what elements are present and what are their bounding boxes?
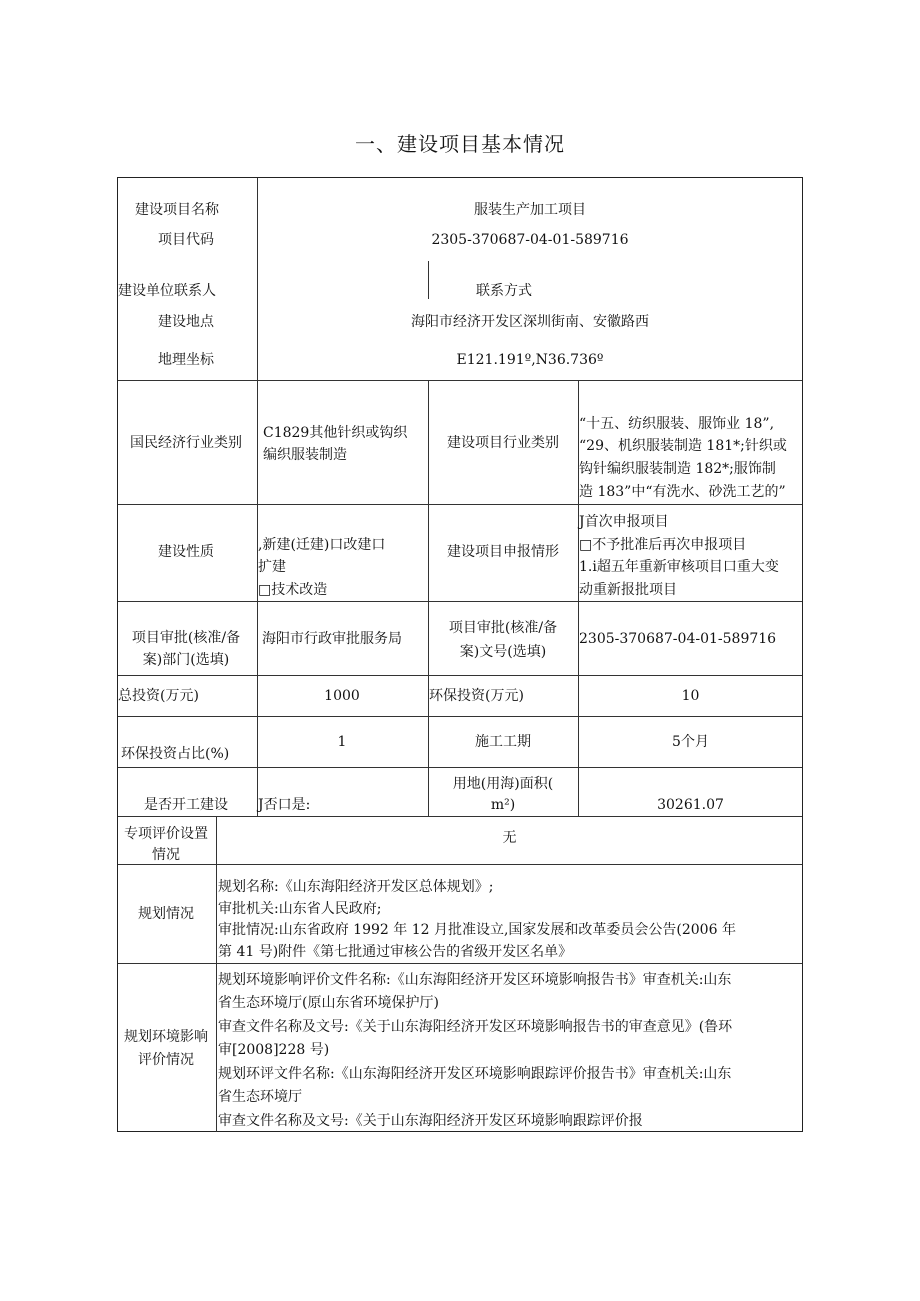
industry-value-line: 编织服装制造 (263, 447, 347, 463)
planning-line: 规划名称:《山东海阳经济开发区总体规划》; (218, 879, 494, 895)
approval-doc-label-line: 项目审批(核准/备 (448, 620, 558, 636)
row-divider (118, 380, 802, 381)
investment-value: 1000 (324, 688, 360, 704)
row-divider (118, 963, 802, 964)
apply-line: 1.i超五年重新审核项目口重大变 (579, 559, 779, 575)
apply-line: 动重新报批项目 (579, 582, 677, 598)
special-eval-label-line: 专项评价设置 (124, 826, 208, 842)
planning-eia-line: 省生态环境厅(原山东省环境保护厅) (218, 995, 439, 1011)
planning-eia-label-line: 评价情况 (138, 1052, 194, 1068)
project-name-label: 建设项目名称 (135, 202, 219, 218)
row-divider (118, 767, 802, 768)
planning-line: 审批机关:山东省人民政府; (218, 901, 382, 917)
approval-doc-label-line: 案)文号(选填) (459, 644, 547, 660)
ratio-value: 1 (337, 734, 347, 750)
started-value: J否口是: (258, 797, 311, 813)
planning-eia-line: 审查文件名称及文号:《关于山东海阳经济开发区环境影响报告书的审查意见》(鲁环 (218, 1019, 733, 1035)
apply-line: J首次申报项目 (579, 514, 669, 530)
col-divider (428, 261, 429, 299)
project-name-value: 服装生产加工项目 (474, 202, 586, 218)
col-divider (257, 178, 258, 816)
period-label: 施工工期 (475, 734, 531, 750)
planning-eia-line: 审查文件名称及文号:《关于山东海阳经济开发区环境影响跟踪评价报 (218, 1113, 643, 1129)
env-investment-value: 10 (681, 688, 700, 704)
planning-eia-line: 省生态环境厅 (218, 1089, 302, 1105)
nature-value-line: 扩建 (258, 559, 286, 575)
nature-label: 建设性质 (158, 544, 214, 560)
nature-value-line: ,新建(迁建)口改建口 (258, 537, 386, 553)
planning-eia-label-line: 规划环境影响 (124, 1029, 208, 1045)
location-value: 海阳市经济开发区深圳街南、安徽路西 (411, 314, 649, 330)
approval-dept-label-line: 项目审批(核准/备 (131, 630, 241, 646)
env-investment-label: 环保投资(万元) (429, 688, 524, 704)
planning-eia-line: 规划环境影响评价文件名称:《山东海阳经济开发区环境影响报告书》审查机关:山东 (218, 972, 732, 988)
started-label: 是否开工建设 (144, 797, 228, 813)
period-value: 5个月 (672, 734, 709, 750)
row-divider (118, 504, 802, 505)
coordinates-label: 地理坐标 (158, 352, 214, 368)
contact-method-label: 联系方式 (476, 283, 532, 299)
project-industry-line: “29、机织服装制造 181*;针织或 (579, 438, 787, 454)
approval-doc-value: 2305-370687-04-01-589716 (579, 631, 777, 647)
row-divider (118, 601, 802, 602)
row-divider (118, 816, 802, 817)
area-value: 30261.07 (657, 797, 724, 813)
project-industry-line: 钩针编织服装制造 182*;服饰制 (579, 461, 776, 477)
project-code-label: 项目代码 (158, 232, 214, 248)
industry-label: 国民经济行业类别 (130, 435, 242, 451)
apply-label: 建设项目申报情形 (447, 544, 559, 560)
apply-line: □不予批准后再次申报项目 (579, 537, 747, 553)
approval-dept-value: 海阳市行政审批服务局 (262, 631, 402, 647)
contact-label: 建设单位联系人 (118, 283, 216, 299)
industry-value-line: C1829其他针织或钩织 (263, 425, 408, 441)
planning-label: 规划情况 (138, 906, 194, 922)
project-code-value: 2305-370687-04-01-589716 (431, 232, 629, 248)
area-label-line: m²) (490, 797, 516, 813)
row-divider (118, 864, 802, 865)
planning-line: 审批情况:山东省政府 1992 年 12 月批准设立,国家发展和改革委员会公告(2006 年 (218, 922, 736, 938)
project-industry-line: 造 183”中“有洗水、砂洗工艺的” (579, 484, 786, 500)
project-industry-line: “十五、纺织服装、服饰业 18”, (579, 416, 775, 432)
planning-eia-line: 规划环评文件名称:《山东海阳经济开发区环境影响跟踪评价报告书》审查机关:山东 (218, 1066, 732, 1082)
special-eval-value: 无 (502, 830, 517, 846)
nature-value-line: □技术改造 (258, 582, 328, 598)
area-label-line: 用地(用海)面积( (452, 776, 554, 792)
col-divider (216, 816, 217, 1132)
page-title: 一、建设项目基本情况 (355, 132, 565, 156)
row-divider (118, 716, 802, 717)
coordinates-value: E121.191º,N36.736º (456, 352, 604, 368)
row-divider (118, 675, 802, 676)
special-eval-label-line: 情况 (152, 847, 180, 863)
planning-line: 第 41 号)附件《第七批通过审核公告的省级开发区名单》 (218, 944, 573, 960)
planning-eia-line: 审[2008]228 号) (218, 1042, 330, 1058)
investment-label: 总投资(万元) (118, 688, 199, 704)
ratio-label: 环保投资占比(%) (121, 746, 230, 762)
project-industry-label: 建设项目行业类别 (447, 435, 559, 451)
location-label: 建设地点 (158, 314, 214, 330)
approval-dept-label-line: 案)部门(选填) (142, 652, 230, 668)
